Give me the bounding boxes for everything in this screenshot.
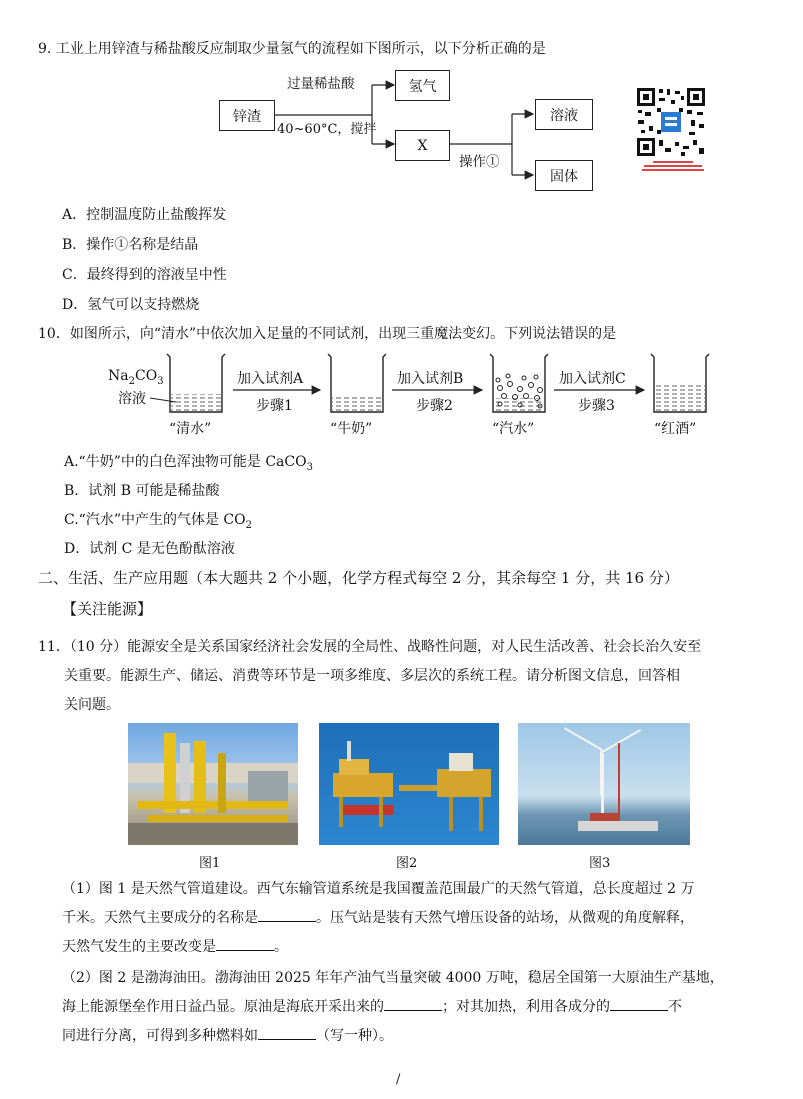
q9-option-b: B．操作①名称是结晶: [62, 237, 199, 253]
answer-blank-5[interactable]: [258, 1025, 316, 1040]
q11-line-1: 11．（10 分）能源安全是关系国家经济社会发展的全局性、战略性问题，对人民生活改善、社会长治久安至: [38, 639, 702, 655]
figure-2-caption: 图2: [396, 856, 418, 871]
add-reagent-a: 加入试剂A: [237, 371, 304, 387]
q11-part2-line3: [62, 1025, 393, 1045]
q9-option-c: C．最终得到的溶液呈中性: [62, 267, 227, 283]
q11-part1-line3-b: 。: [274, 939, 288, 955]
beaker-3-name: “汽水”: [492, 421, 535, 437]
q11-part1-line1: （1）图 1 是天然气管道建设。西气东输管道系统是我国覆盖范围最广的天然气管道，总长度超过 2 万: [62, 881, 695, 897]
q10-option-d: D．试剂 C 是无色酚酞溶液: [64, 541, 235, 557]
answer-blank-4[interactable]: [610, 996, 668, 1011]
na-text: Na: [108, 368, 129, 384]
beaker-2: [328, 354, 386, 412]
q10-option-b: B．试剂 B 可能是稀盐酸: [64, 483, 220, 499]
solid-label: 固体: [550, 168, 578, 185]
q10-option-a: [64, 451, 313, 473]
figure-2-oil-platform-photo: [319, 723, 499, 845]
q10-option-a-text: A.“牛奶”中的白色浑浊物可能是 CaCO: [64, 454, 307, 470]
answer-blank-3[interactable]: [384, 996, 442, 1011]
q11-part2-line3-a: 同进行分离，可得到多种燃料如: [62, 1028, 258, 1044]
beaker-1-name: “清水”: [169, 421, 212, 437]
solid-box: [535, 160, 593, 191]
x-box: [395, 130, 450, 161]
q9-stem: 9. 工业上用锌渣与稀盐酸反应制取少量氢气的流程如下图所示，以下分析正确的是: [38, 41, 546, 57]
q11-part2-line3-b: （写一种）。: [316, 1028, 393, 1044]
beaker-2-name: “牛奶”: [330, 421, 373, 437]
reagent-label: 过量稀盐酸: [287, 76, 355, 92]
step-3: 步骤3: [578, 398, 615, 414]
q11-line-2: 关重要。能源生产、储运、消费等环节是一项多维度、多层次的系统工程。请分析图文信息，回答相: [64, 668, 680, 684]
q11-part1-line2-a: 千米。天然气主要成分的名称是: [62, 910, 258, 926]
answer-blank-1[interactable]: [258, 907, 316, 922]
q9-option-d: D．氢气可以支持燃烧: [62, 297, 200, 313]
q11-part1-line2-b: 。压气站是装有天然气增压设备的站场，从微观的角度解释，: [316, 910, 694, 926]
beaker-4: [651, 354, 709, 412]
beaker-1: [167, 354, 225, 412]
add-reagent-b: 加入试剂B: [397, 371, 464, 387]
q11-part1-line3-a: 天然气发生的主要改变是: [62, 939, 216, 955]
q11-part2-line2: [62, 996, 682, 1016]
co-sub: 3: [157, 375, 164, 387]
x-label: X: [417, 137, 428, 154]
co-text: CO: [134, 368, 158, 384]
q11-line-3: 关问题。: [64, 697, 120, 713]
page-number: /: [396, 1072, 401, 1087]
step-1: 步骤1: [256, 398, 293, 414]
q10-option-c-text: C.“汽水”中产生的气体是 CO: [64, 512, 246, 528]
beaker-4-name: “红酒”: [654, 421, 697, 437]
step-2: 步骤2: [416, 398, 453, 414]
q10-stem: 10．如图所示，向“清水”中依次加入足量的不同试剂，出现三重魔法变幻。下列说法错误的是: [38, 326, 617, 342]
qr-caption-graphic: [640, 160, 706, 174]
zinc-residue-box: [219, 100, 275, 131]
q11-part2-line2-c: 不: [668, 999, 682, 1015]
q10-option-a-sub: 3: [306, 461, 313, 473]
solution-text: 溶液: [118, 391, 146, 407]
q11-part2-line2-a: 海上能源堡垒作用日益凸显。原油是海底开采出来的: [62, 999, 384, 1015]
solution-box: [535, 99, 593, 130]
q10-option-c-sub: 2: [245, 519, 252, 531]
operation-label: 操作①: [459, 154, 500, 170]
answer-blank-2[interactable]: [216, 936, 274, 951]
figure-1-caption: 图1: [199, 856, 221, 871]
q11-part1-line3: [62, 936, 288, 956]
zinc-residue-label: 锌渣: [233, 108, 261, 125]
q11-part2-line1: （2）图 2 是渤海油田。渤海油田 2025 年年产油气当量突破 4000 万吨，稳居全国第一大原油生产基地，: [62, 970, 724, 986]
na2co3-label: [108, 368, 164, 387]
hydrogen-label: 氢气: [408, 78, 437, 95]
q9-option-a: A．控制温度防止盐酸挥发: [62, 207, 227, 223]
condition-label: 40~60°C，搅拌: [277, 122, 377, 137]
section-subheading: 【关注能源】: [62, 600, 153, 618]
beaker-3: [490, 354, 548, 412]
add-reagent-c: 加入试剂C: [559, 371, 626, 387]
hydrogen-box: [395, 70, 450, 101]
figure-3-caption: 图3: [589, 856, 611, 871]
figure-1-pipeline-photo: [128, 723, 298, 845]
figure-3-wind-turbine-photo: [518, 723, 690, 845]
q11-part2-line2-b: ；对其加热，利用各成分的: [442, 999, 610, 1015]
qr-code-image: [635, 86, 707, 158]
na-sub: 2: [128, 375, 135, 387]
q11-part1-line2: [62, 907, 694, 927]
solution-label: 溶液: [550, 107, 578, 124]
section-2-title: 二、生活、生产应用题（本大题共 2 个小题，化学方程式每空 2 分，其余每空 1 分，共 16 分）: [38, 569, 679, 587]
q10-option-c: [64, 509, 252, 531]
